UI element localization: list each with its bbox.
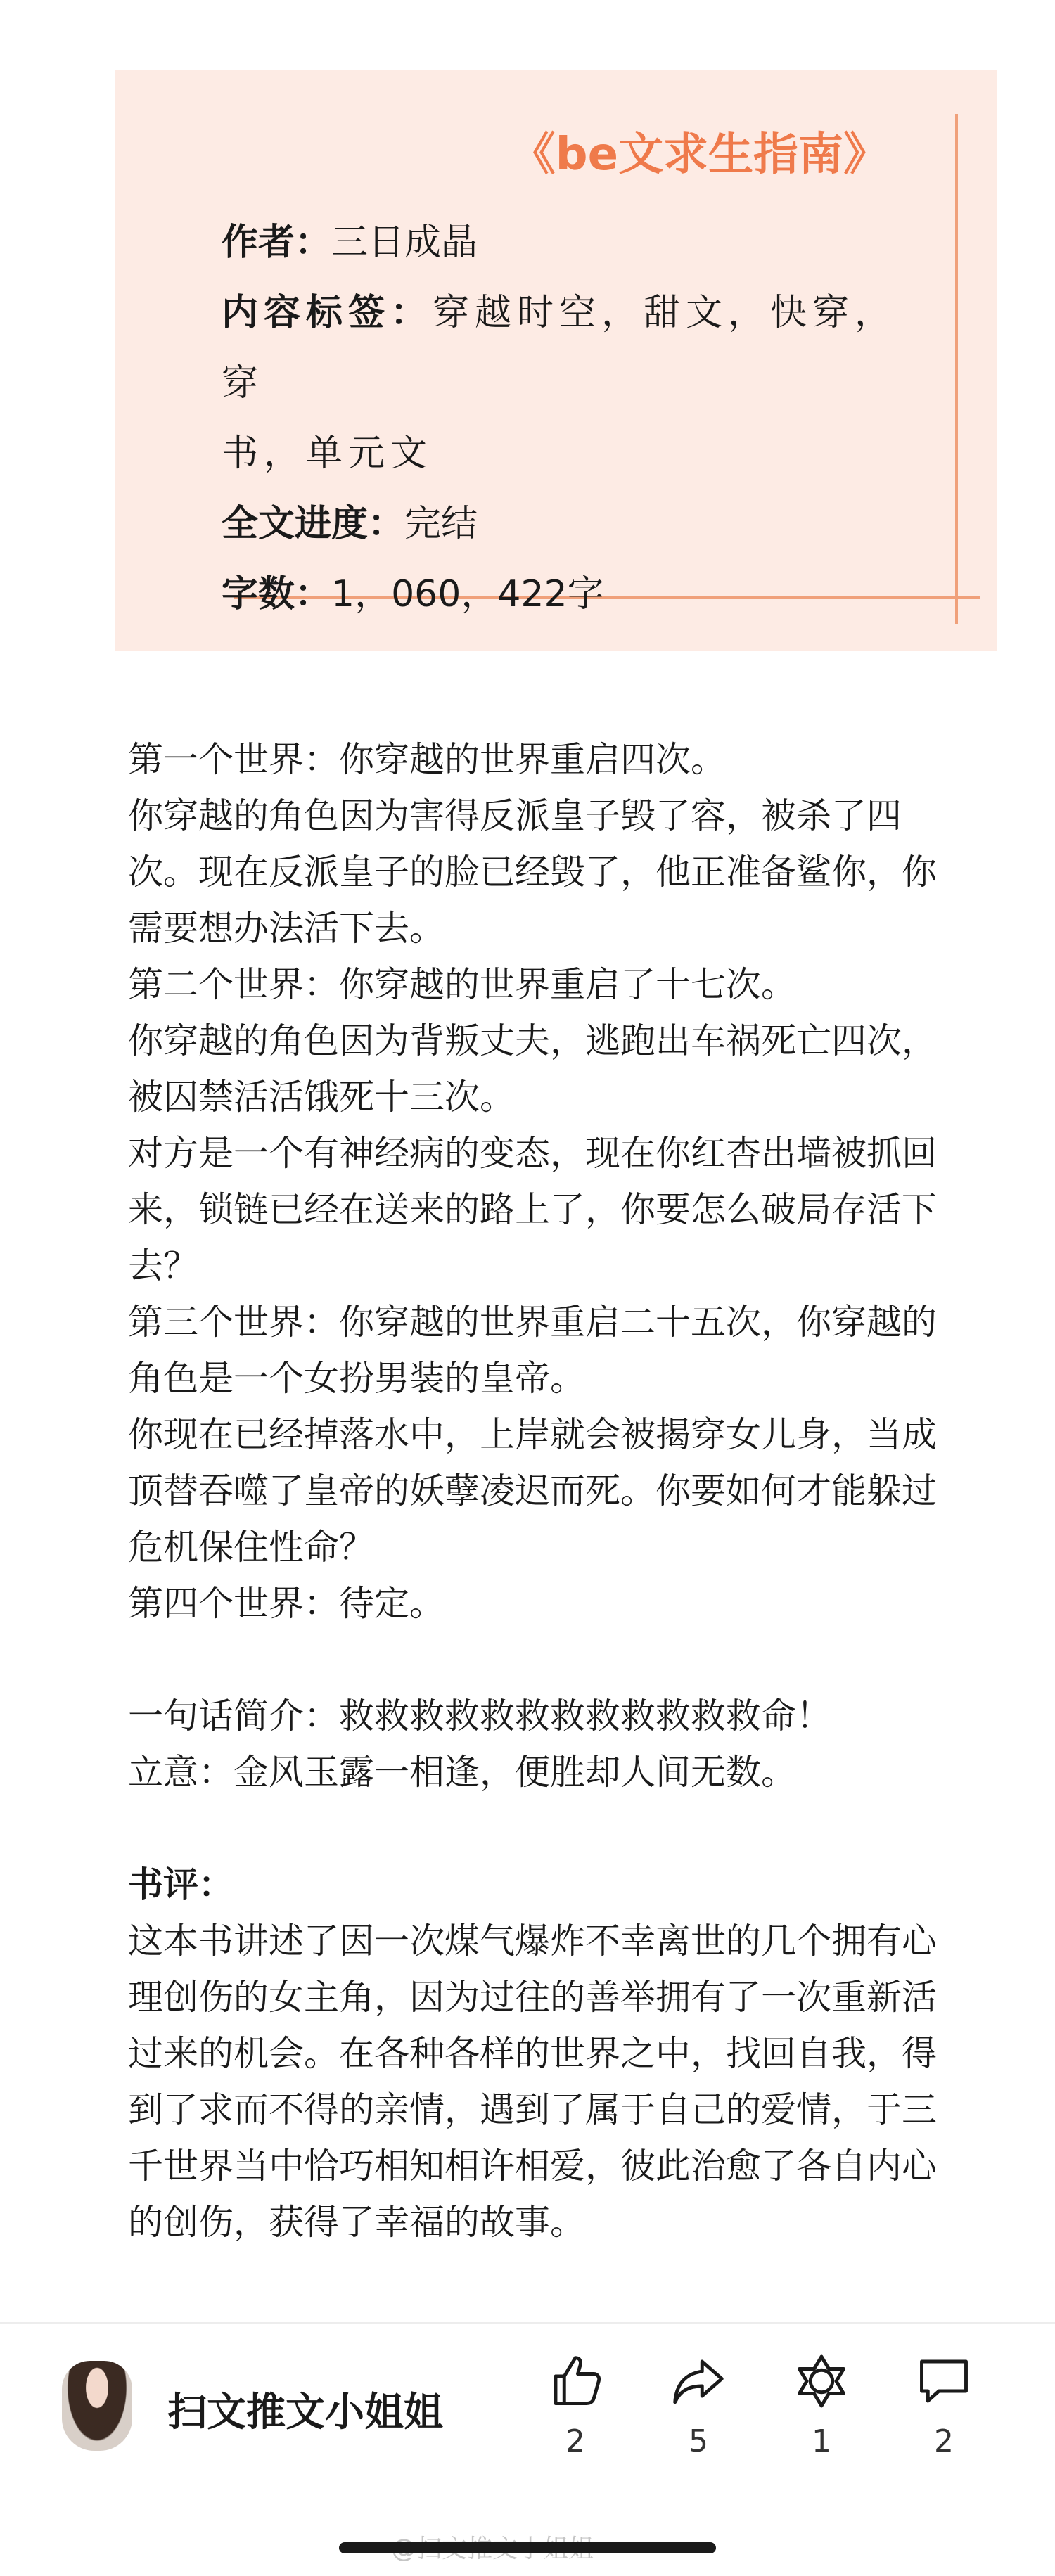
username[interactable]: 扫文推文小姐姐 <box>167 2390 443 2435</box>
like-button[interactable] <box>533 2352 618 2459</box>
share-icon <box>669 2352 728 2411</box>
like-count: 2 <box>565 2423 585 2459</box>
spacer <box>128 1632 937 1688</box>
progress-row <box>222 489 925 559</box>
world-line: 第一个世界：你穿越的世界重启四次。 <box>128 739 726 780</box>
book-info-card <box>115 70 997 651</box>
collect-count: 1 <box>812 2423 831 2459</box>
home-indicator[interactable] <box>339 2542 716 2553</box>
spacer <box>128 1800 937 1857</box>
share-button[interactable] <box>656 2352 741 2459</box>
comment-count: 2 <box>934 2423 954 2459</box>
author-value: 三日成晶 <box>331 222 478 264</box>
author-key: 作者： <box>222 222 332 264</box>
collect-button[interactable] <box>779 2352 864 2459</box>
thumbs-up-icon <box>546 2352 605 2411</box>
theme-line: 立意：金风玉露一相逢，便胜却人间无数。 <box>128 1752 796 1793</box>
world-line: 你现在已经掉落水中，上岸就会被揭穿女儿身，当成顶替吞噬了皇帝的妖孽凌迟而死。你要如何才能躲过危机保住性命？ <box>128 1414 937 1568</box>
words-row <box>222 559 925 629</box>
world-line: 你穿越的角色因为背叛丈夫，逃跑出车祸死亡四次，被囚禁活活饿死十三次。 <box>128 1020 937 1117</box>
post-body <box>128 731 937 2250</box>
summary-line: 一句话简介：救救救救救救救救救救救救命！ <box>128 1696 831 1736</box>
book-meta <box>222 207 925 629</box>
world-line: 对方是一个有神经病的变态，现在你红杏出墙被抓回来，锁链已经在送来的路上了，你要怎么破局存活下去？ <box>128 1133 937 1286</box>
tags-value-2: 书，单元文 <box>222 432 433 475</box>
world-line: 第四个世界：待定。 <box>128 1583 445 1624</box>
book-title: 《be文求生指南》 <box>510 129 888 181</box>
tags-row-cont <box>222 418 925 489</box>
comment-button[interactable] <box>902 2352 986 2459</box>
tags-value-1: 穿越时空，甜文，快穿，穿 <box>222 292 897 404</box>
tags-key: 内容标签： <box>222 292 433 334</box>
post-footer <box>0 2324 1055 2492</box>
tags-row <box>222 278 925 418</box>
author-row <box>222 207 925 278</box>
avatar[interactable] <box>62 2361 132 2451</box>
world-line: 第三个世界：你穿越的世界重启二十五次，你穿越的角色是一个女扮男装的皇帝。 <box>128 1302 937 1399</box>
world-line: 第二个世界：你穿越的世界重启了十七次。 <box>128 964 796 1005</box>
review-text: 这本书讲述了因一次煤气爆炸不幸离世的几个拥有心理创伤的女主角，因为过往的善举拥有了一次重新活过来的机会。在各种各样的世界之中，找回自我，得到了求而不得的亲情，遇到了属于自己的爱情，于三千世界当中恰巧相知相许相爱，彼此治愈了各自内心的创伤，获得了幸福的故事。 <box>128 1921 937 2243</box>
card-vertical-rule <box>955 114 958 624</box>
progress-key: 全文进度： <box>222 503 405 545</box>
share-count: 5 <box>689 2423 708 2459</box>
words-key: 字数： <box>222 573 332 615</box>
progress-value: 完结 <box>404 503 478 545</box>
world-line: 你穿越的角色因为害得反派皇子毁了容，被杀了四次。现在反派皇子的脸已经毁了，他正准备鲨你，你需要想办法活下去。 <box>128 795 937 949</box>
collect-icon <box>792 2352 851 2411</box>
words-value: 1，060，422字 <box>331 573 604 615</box>
comment-icon <box>914 2352 973 2411</box>
review-label: 书评： <box>128 1864 234 1905</box>
